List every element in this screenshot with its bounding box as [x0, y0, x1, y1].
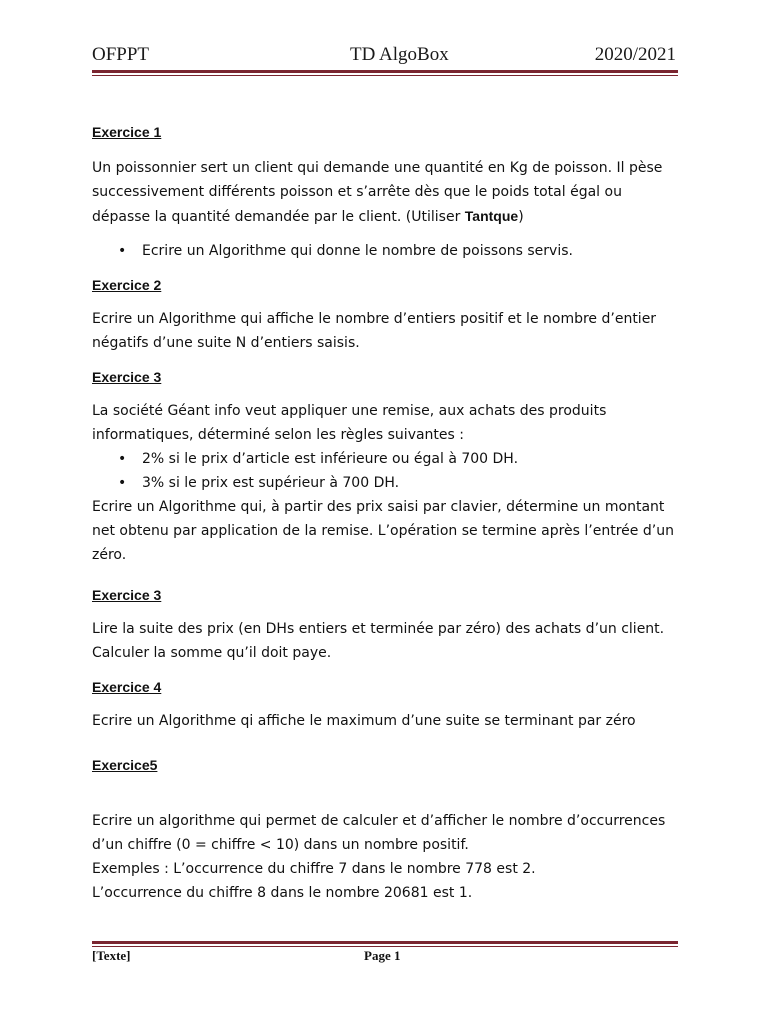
header-rule-thin — [92, 75, 678, 76]
exercise-2-title: Exercice 2 — [92, 277, 162, 293]
exercise-1-bullets — [92, 239, 682, 263]
list-item — [92, 447, 682, 471]
exercise-5-example-1: Exemples : L’occurrence du chiffre 7 dans le nombre 778 est 2. — [92, 861, 536, 877]
list-item-text: 2% si le prix d’article est inférieure ou égal à 700 DH. — [142, 451, 519, 467]
list-item-text: 3% si le prix est supérieur à 700 DH. — [142, 475, 400, 491]
bullet-icon: • — [118, 475, 127, 491]
page-header — [92, 44, 676, 66]
exercise-3b-title: Exercice 3 — [92, 587, 162, 603]
header-title: TD AlgoBox — [350, 44, 449, 65]
exercise-1-text — [92, 156, 682, 229]
footer-rule-thin — [92, 946, 678, 947]
exercise-1-text-main: Un poissonnier sert un client qui demande une quantité en Kg de poisson. Il pèse successivement différents poisson et s’arrête dès que le poids total égal ou dépasse la quantité demandée par le client. (Utiliser — [92, 160, 663, 225]
exercise-3-text: La société Géant info veut appliquer une remise, aux achats des produits informatiques, déterminé selon les règles suivantes : — [92, 403, 607, 443]
list-item-text: Ecrire un Algorithme qui donne le nombre de poissons servis. — [142, 243, 573, 259]
exercise-4-title: Exercice 4 — [92, 679, 162, 695]
exercise-3-bullets — [92, 447, 682, 495]
exercise-5-title: Exercice5 — [92, 757, 158, 773]
bullet-icon: • — [118, 451, 127, 467]
header-rule-thick — [92, 70, 678, 73]
bullet-icon: • — [118, 243, 127, 259]
footer-rule-thick — [92, 941, 678, 944]
header-year: 2020/2021 — [594, 44, 676, 65]
list-item — [92, 471, 682, 495]
exercise-3b-text: Lire la suite des prix (en DHs entiers et terminée par zéro) des achats d’un client. Calculer la somme qu’il doit paye. — [92, 621, 665, 661]
exercise-2-text: Ecrire un Algorithme qui affiche le nombre d’entiers positif et le nombre d’entier négatifs d’une suite N d’entiers saisis. — [92, 311, 657, 351]
exercise-4-text: Ecrire un Algorithme qi affiche le maximum d’une suite se terminant par zéro — [92, 713, 636, 729]
exercise-1-keyword: Tantque — [464, 208, 519, 224]
header-left: OFPPT — [92, 44, 150, 65]
footer-text: [Texte] — [92, 948, 131, 963]
exercise-3-instructions: Ecrire un Algorithme qui, à partir des prix saisi par clavier, détermine un montant net obtenu par application de la remise. L’opération se termine après l’entrée d’un zéro. — [92, 499, 674, 563]
exercise-5-example-2: L’occurrence du chiffre 8 dans le nombre 20681 est 1. — [92, 885, 473, 901]
exercise-5-text: Ecrire un algorithme qui permet de calculer et d’afficher le nombre d’occurrences d’un chiffre (0 = chiffre < 10) dans un nombre positif. — [92, 813, 666, 853]
page-number: Page 1 — [364, 948, 401, 963]
exercise-3-title: Exercice 3 — [92, 369, 162, 385]
exercise-1-title: Exercice 1 — [92, 124, 162, 140]
exercise-1-text-end: ) — [518, 209, 524, 225]
document-body — [92, 118, 682, 905]
list-item — [92, 239, 682, 263]
